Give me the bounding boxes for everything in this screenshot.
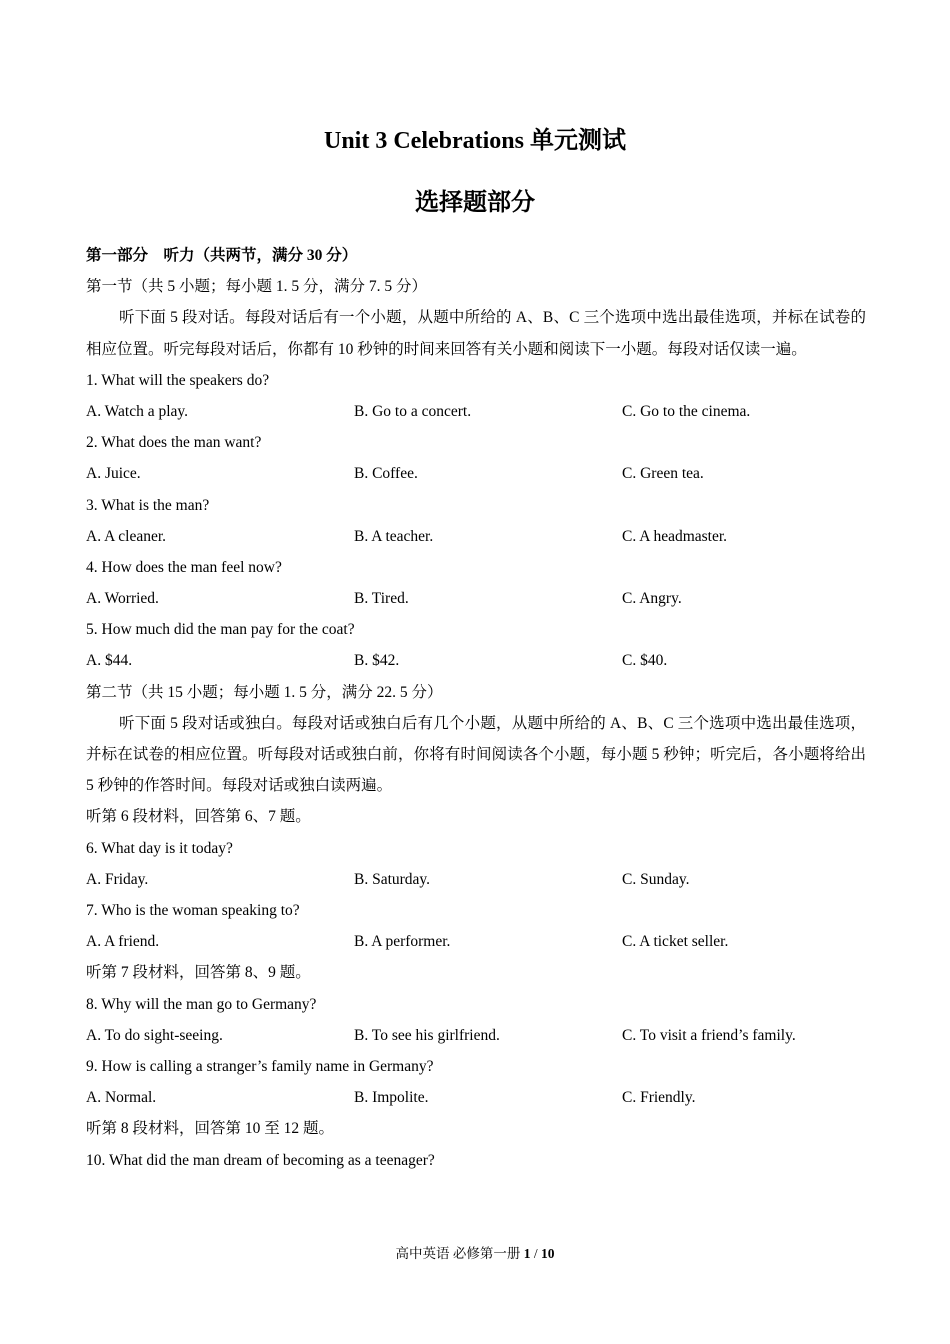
- option-b: B. To see his girlfriend.: [354, 1026, 500, 1044]
- question-text: 6. What day is it today?: [86, 839, 233, 857]
- option-b: B. Go to a concert.: [354, 402, 472, 420]
- section2-instructions: 听下面 5 段对话或独白。每段对话或独白后有几个小题，从题中所给的 A、B、C 三个选项中选出最佳选项，并标在试卷的相应位置。听每段对话或独白前，你将有时间阅读各个小题，每小题 5 秒钟；听完后，各小题将给出 5 秒钟的作答时间。每段对话或独白读两遍。: [86, 714, 866, 795]
- question-item: [86, 490, 866, 552]
- options-row: [86, 926, 866, 957]
- option-b: B. Impolite.: [354, 1089, 429, 1107]
- question-item: [86, 833, 866, 895]
- question-text: 4. How does the man feel now?: [86, 558, 282, 576]
- question-item: [86, 614, 866, 676]
- option-b: B. Coffee.: [354, 465, 418, 483]
- options-row: [86, 1082, 866, 1113]
- option-c: C. A headmaster.: [622, 527, 728, 545]
- option-a: A. Worried.: [86, 590, 159, 608]
- footer-page-number: 1: [523, 1246, 531, 1261]
- footer-total-pages: 10: [541, 1246, 555, 1261]
- option-c: C. Sunday.: [622, 870, 690, 888]
- question-text: 2. What does the man want?: [86, 434, 262, 452]
- option-a: A. A friend.: [86, 933, 160, 951]
- question-item: [86, 1051, 866, 1113]
- material-6-heading: 听第 6 段材料，回答第 6、7 题。: [86, 808, 311, 826]
- option-c: C. Angry.: [622, 590, 682, 608]
- options-row: [86, 1020, 866, 1051]
- question-text: 3. What is the man?: [86, 496, 210, 514]
- option-b: B. A performer.: [354, 933, 451, 951]
- question-item: [86, 895, 866, 957]
- options-row: [86, 458, 866, 489]
- question-item: [86, 365, 866, 427]
- section2-heading: 第二节（共 15 小题；每小题 1. 5 分，满分 22. 5 分）: [86, 683, 443, 701]
- option-c: C. A ticket seller.: [622, 933, 729, 951]
- document-body: [86, 240, 866, 1176]
- option-a: A. $44.: [86, 652, 133, 670]
- question-text: 7. Who is the woman speaking to?: [86, 902, 300, 920]
- question-text: 9. How is calling a stranger’s family name in Germany?: [86, 1057, 434, 1075]
- option-a: A. Juice.: [86, 465, 141, 483]
- option-c: C. To visit a friend’s family.: [622, 1026, 796, 1044]
- options-row: [86, 521, 866, 552]
- section1-heading: 第一节（共 5 小题；每小题 1. 5 分，满分 7. 5 分）: [86, 278, 428, 296]
- page-footer: [0, 1242, 950, 1262]
- option-c: C. $40.: [622, 652, 668, 670]
- part1-heading: 第一部分 听力（共两节，满分 30 分）: [86, 247, 358, 264]
- question-item: [86, 427, 866, 489]
- question-item: [86, 989, 866, 1051]
- section1-instructions: 听下面 5 段对话。每段对话后有一个小题，从题中所给的 A、B、C 三个选项中选出最佳选项，并标在试卷的相应位置。听完每段对话后，你都有 10 秒钟的时间来回答有关小题和阅读下一小题。每段对话仅读一遍。: [86, 309, 866, 358]
- footer-course: 高中英语 必修第一册: [395, 1246, 521, 1261]
- option-b: B. Tired.: [354, 590, 409, 608]
- material-7-heading: 听第 7 段材料，回答第 8、9 题。: [86, 964, 311, 982]
- options-row: [86, 645, 866, 676]
- document-subtitle: 选择题部分: [415, 190, 535, 216]
- footer-separator: /: [530, 1246, 541, 1261]
- section1-question-list: [86, 365, 866, 677]
- option-a: A. A cleaner.: [86, 527, 167, 545]
- question-text: 10. What did the man dream of becoming as a teenager?: [86, 1151, 435, 1169]
- option-c: C. Green tea.: [622, 465, 704, 483]
- question-text: 8. Why will the man go to Germany?: [86, 995, 317, 1013]
- option-a: A. Normal.: [86, 1089, 157, 1107]
- option-a: A. To do sight-seeing.: [86, 1026, 223, 1044]
- option-c: C. Go to the cinema.: [622, 402, 751, 420]
- options-row: [86, 864, 866, 895]
- option-b: B. Saturday.: [354, 870, 431, 888]
- material-8-heading: 听第 8 段材料，回答第 10 至 12 题。: [86, 1120, 335, 1138]
- question-item: [86, 552, 866, 614]
- option-b: B. $42.: [354, 652, 400, 670]
- document-title: Unit 3 Celebrations 单元测试: [324, 128, 626, 154]
- options-row: [86, 583, 866, 614]
- options-row: [86, 396, 866, 427]
- option-a: A. Watch a play.: [86, 402, 189, 420]
- question-text: 5. How much did the man pay for the coat?: [86, 621, 355, 639]
- question-text: 1. What will the speakers do?: [86, 371, 270, 389]
- option-b: B. A teacher.: [354, 527, 434, 545]
- option-c: C. Friendly.: [622, 1089, 696, 1107]
- option-a: A. Friday.: [86, 870, 149, 888]
